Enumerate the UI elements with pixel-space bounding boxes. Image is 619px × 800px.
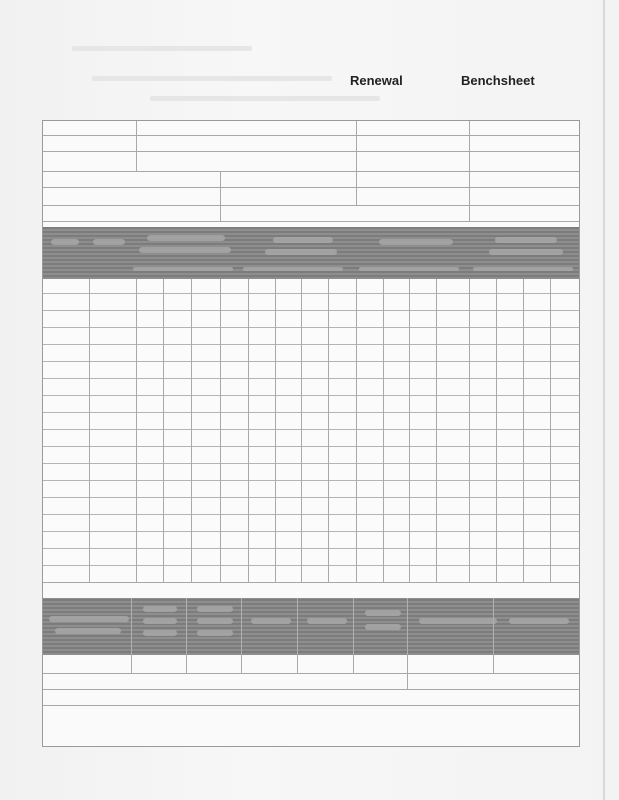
form-divider [131, 655, 132, 673]
renewal-title: Renewal [350, 73, 403, 88]
illegible-subheader-text [243, 267, 343, 271]
illegible-header-text [379, 239, 453, 245]
band-divider [241, 598, 242, 655]
form-rule [43, 151, 579, 152]
illegible-header-text [93, 239, 125, 245]
grid-column-line [496, 279, 497, 582]
grid-column-line [275, 279, 276, 582]
illegible-header-text [139, 247, 231, 253]
illegible-subheader-text [359, 267, 459, 271]
illegible-header-text [251, 618, 291, 624]
illegible-header-text [197, 606, 233, 612]
grid-column-line [469, 279, 470, 582]
grid-column-line [301, 279, 302, 582]
form-divider [297, 655, 298, 673]
benchsheet-data-grid [43, 279, 579, 582]
illegible-header-text [147, 235, 225, 241]
grid-column-line [328, 279, 329, 582]
grid-column-line [436, 279, 437, 582]
band-divider [353, 598, 354, 655]
form-divider [136, 121, 137, 171]
form-rule [43, 205, 579, 206]
illegible-subheader-text [473, 267, 573, 271]
illegible-subheader-text [133, 267, 233, 271]
grid-column-line [220, 279, 221, 582]
illegible-header-text [143, 618, 177, 624]
band-divider [186, 598, 187, 655]
illegible-header-text [265, 249, 337, 255]
form-divider [407, 655, 408, 689]
form-rule [43, 221, 579, 222]
grid-column-line [550, 279, 551, 582]
form-rule [43, 171, 579, 172]
illegible-header-text [495, 237, 557, 243]
grid-column-line [136, 279, 137, 582]
summary-header-band [43, 598, 579, 655]
illegible-header-text [197, 630, 233, 636]
form-rule [43, 187, 579, 188]
form-divider [220, 171, 221, 221]
illegible-header-text [273, 237, 333, 243]
form-rule [43, 689, 579, 690]
form-divider [493, 655, 494, 673]
form-divider [241, 655, 242, 673]
band-divider [131, 598, 132, 655]
illegible-header-text [51, 239, 79, 245]
illegible-header-text [419, 618, 497, 624]
grid-column-line [523, 279, 524, 582]
form-divider [353, 655, 354, 673]
grid-column-line [163, 279, 164, 582]
benchsheet-title: Benchsheet [461, 73, 535, 88]
illegible-header-text [365, 624, 401, 630]
illegible-header-text [143, 606, 177, 612]
illegible-header-text [150, 96, 380, 101]
illegible-header-text [307, 618, 347, 624]
band-divider [407, 598, 408, 655]
table-header-band [43, 227, 579, 279]
form-rule [43, 135, 579, 136]
grid-column-line [383, 279, 384, 582]
page-edge [603, 0, 605, 800]
illegible-header-text [55, 628, 121, 634]
band-divider [493, 598, 494, 655]
form-rule [43, 705, 579, 706]
illegible-header-text [92, 76, 332, 81]
grid-column-line [409, 279, 410, 582]
form-rule [43, 582, 579, 583]
illegible-header-text [49, 616, 129, 622]
illegible-header-text [365, 610, 401, 616]
illegible-header-text [489, 249, 563, 255]
form-divider [469, 121, 470, 221]
illegible-header-text [143, 630, 177, 636]
grid-column-line [356, 279, 357, 582]
grid-column-line [191, 279, 192, 582]
form-divider [186, 655, 187, 673]
illegible-header-text [509, 618, 569, 624]
grid-column-line [89, 279, 90, 582]
illegible-header-text [72, 46, 252, 51]
benchsheet-form [42, 120, 580, 747]
band-divider [297, 598, 298, 655]
illegible-header-text [197, 618, 233, 624]
form-rule [43, 673, 579, 674]
form-divider [356, 121, 357, 205]
grid-column-line [248, 279, 249, 582]
